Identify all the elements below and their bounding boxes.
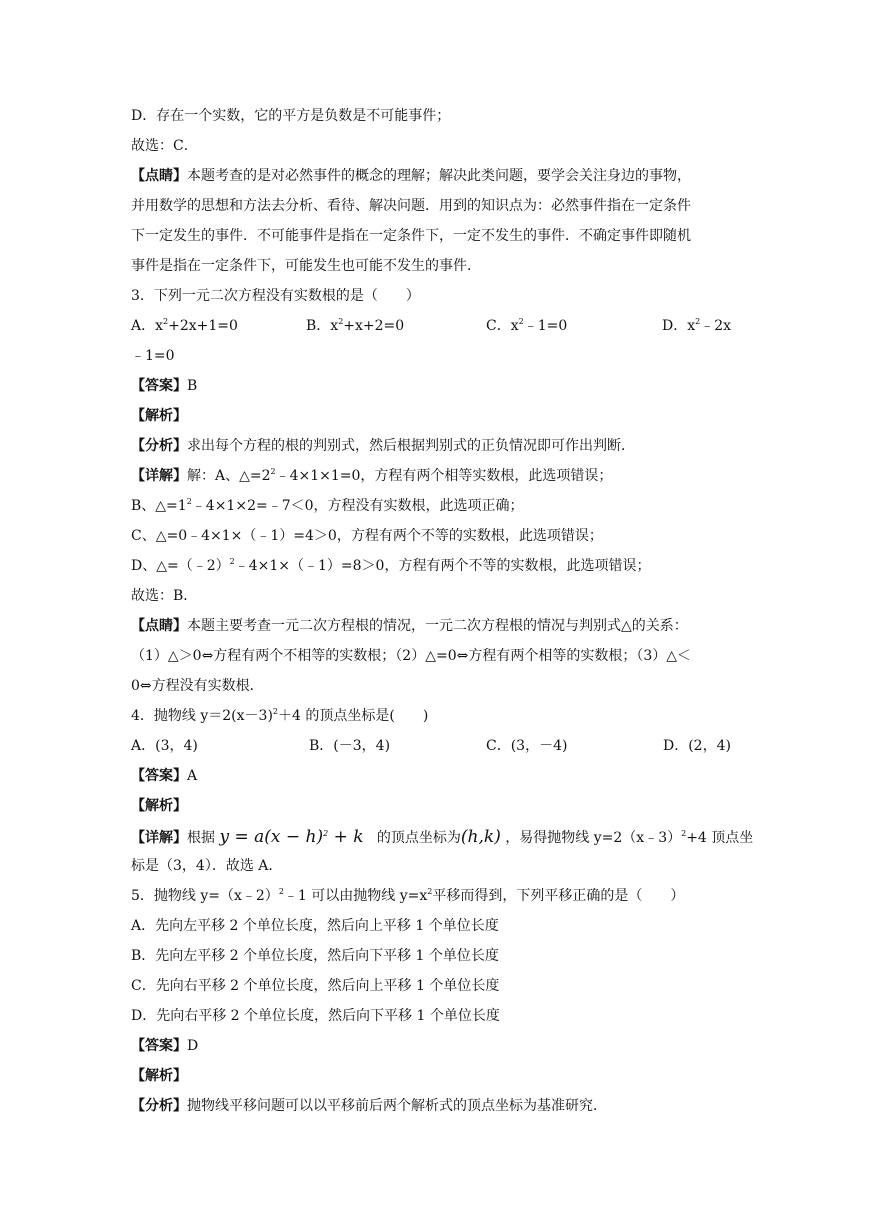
xiangjie-3-line1: 【详解】解：A、$\triangle=2^2﹣4\times 1\times 1=0$，方程有两个相等实数根，此选项错误；: [131, 467, 613, 484]
q3-option-a: A．$x^2+2x+1=0$: [131, 317, 238, 334]
q5-option-d: D．先向右平移 2 个单位长度，然后向下平移 1 个单位长度: [131, 1008, 500, 1024]
dianjing-3-line1: 【点睛】本题主要考查一元二次方程根的情况，一元二次方程根的情况与判别式△的关系：: [131, 618, 688, 634]
text-line: 事件是指在一定条件下，可能发生也可能不发生的事件．: [131, 258, 481, 274]
text-line: 下一定发生的事件．不可能事件是指在一定条件下，一定不发生的事件．不确定事件即随机: [131, 228, 691, 244]
xiangjie-4-line2: 标是（3，4）．故选 A．: [131, 858, 283, 874]
q4-option-c: C．(3，－4): [486, 738, 568, 754]
xiangjie-3-line3: C、△=0﹣4×1×（﹣1）=4＞0，方程有两个不等的实数根，此选项错误；: [131, 528, 603, 544]
vertex-hk: (h,k): [460, 827, 501, 847]
q4-option-b: B．(－3，4): [309, 738, 391, 754]
q5-option-c: C．先向右平移 2 个单位长度，然后向上平移 1 个单位长度: [131, 978, 500, 994]
jiexi-3: 【解析】: [131, 408, 187, 424]
tag-dianjing: 【点睛】: [131, 168, 187, 184]
jiexi-4: 【解析】: [131, 798, 187, 814]
dianjing-3-line2: （1）△＞0⇔方程有两个不相等的实数根；（2）△=0⇔方程有两个相等的实数根；（3）△＜: [131, 648, 692, 664]
text-line: 故选：C．: [131, 138, 198, 154]
xiangjie-3-line4: D、△=（﹣2）$^2$﹣4×1×（﹣1）=8＞0，方程有两个不等的实数根，此选项错误；: [131, 557, 651, 574]
fenxi-3: 【分析】求出每个方程的根的判别式，然后根据判别式的正负情况即可作出判断．: [131, 438, 635, 454]
dianjing-3-line3: 0⇔方程没有实数根．: [131, 678, 264, 694]
text-line: 并用数学的思想和方法去分析、看待、解决问题．用到的知识点为：必然事件指在一定条件: [131, 198, 691, 214]
answer-5: 【答案】D: [131, 1038, 199, 1054]
q3-option-d-cont: ﹣1=0: [131, 348, 175, 364]
question-3: 3．下列一元二次方程没有实数根的是（ ）: [131, 288, 420, 304]
q5-option-b: B．先向左平移 2 个单位长度，然后向下平移 1 个单位长度: [131, 948, 499, 964]
q3-option-c: C．$x^2﹣1=0$: [486, 317, 568, 334]
answer-3: 【答案】B: [131, 378, 198, 394]
vertex-formula: $y = a(x - h)^2 + k$: [219, 827, 364, 847]
text-line: D．存在一个实数，它的平方是负数是不可能事件；: [131, 108, 451, 124]
q3-option-d: D．$x^2﹣2x$: [662, 317, 732, 334]
q4-option-a: A．(3，4): [131, 738, 198, 754]
answer-4: 【答案】A: [131, 768, 198, 784]
xiangjie-3-line2: B、$\triangle=1^2﹣4\times 1\times 2=﹣7<0$，方程没有实数根，此选项正确；: [131, 497, 524, 514]
xiangjie-3-line5: 故选：B．: [131, 588, 198, 604]
question-5: 5．抛物线 y=（x﹣2）$^2$﹣1 可以由抛物线 $y=x^2$平移而得到，下列平移正确的是（ ）: [131, 887, 685, 904]
question-4: 4．抛物线 $y=2(x-3)^2+4$ 的顶点坐标是( ): [131, 707, 429, 724]
q5-option-a: A．先向左平移 2 个单位长度，然后向上平移 1 个单位长度: [131, 918, 499, 934]
jiexi-5: 【解析】: [131, 1068, 187, 1084]
q3-option-b: B．$x^2+x+2=0$: [306, 317, 405, 334]
text-line: 【点睛】本题考查的是对必然事件的概念的理解；解决此类问题，要学会关注身边的事物，: [131, 168, 691, 184]
fenxi-5: 【分析】抛物线平移问题可以以平移前后两个解析式的顶点坐标为基准研究．: [131, 1098, 607, 1114]
q4-option-d: D．(2，4): [663, 738, 731, 754]
xiangjie-4-line1: 【详解】根据 $y = a(x - h)^2 + k$ 的顶点坐标为(h,k) ，易得抛物线 y=2（x﹣3）$^2$+4 顶点坐: [131, 827, 754, 847]
